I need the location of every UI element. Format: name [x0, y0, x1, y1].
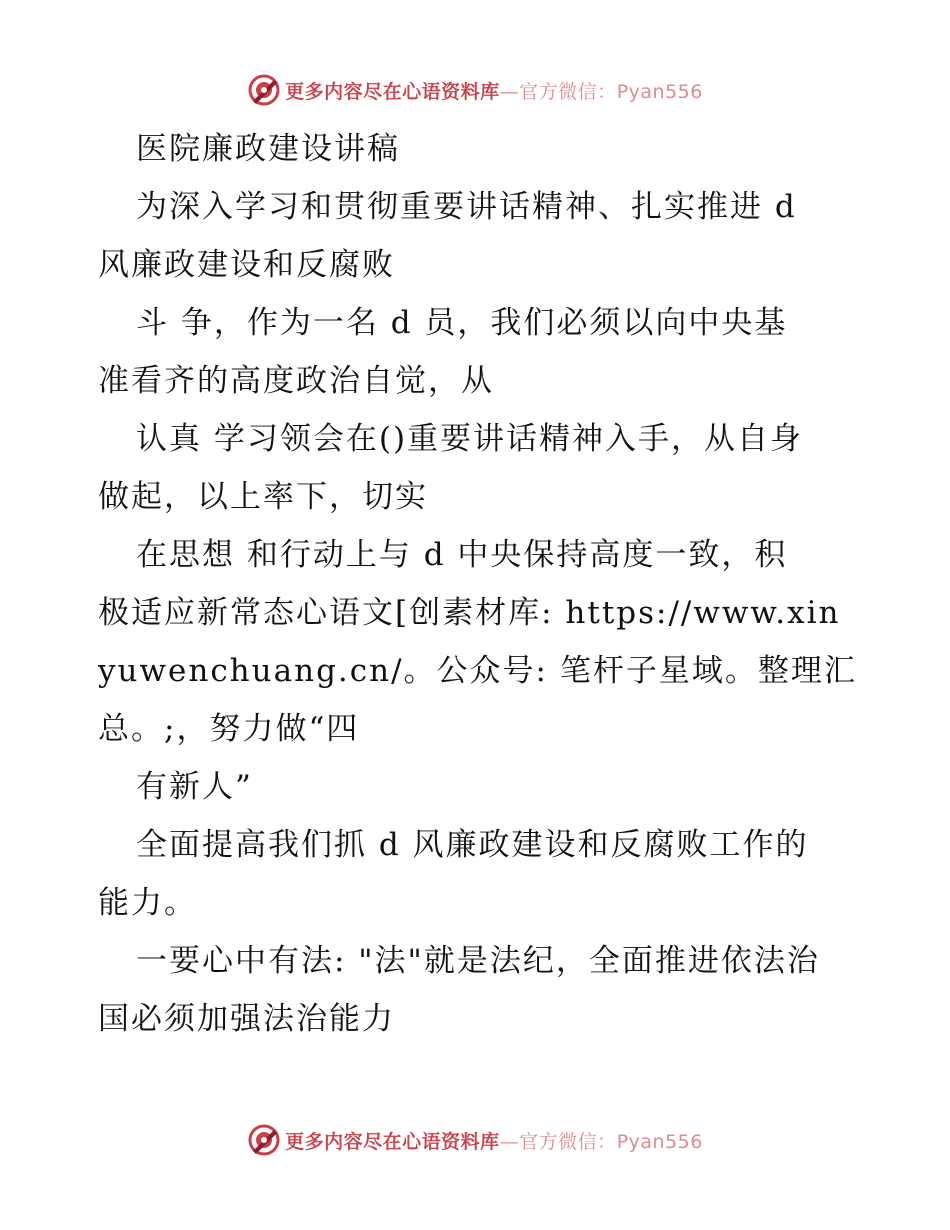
- paragraph-line: 国必须加强法治能力: [98, 1001, 395, 1037]
- banner-wechat-id: Pyan556: [616, 1130, 703, 1153]
- paragraph-line: 风廉政建设和反腐败: [98, 247, 395, 283]
- paragraph-line: 一要心中有法: "法"就是法纪，全面推进依法治: [136, 943, 820, 979]
- header-watermark-banner: [0, 70, 950, 110]
- paragraph-line: 总。;，努力做“四: [98, 711, 360, 747]
- paragraph-line: 斗 争，作为一名 d 员，我们必须以向中央基: [136, 305, 788, 341]
- banner-wechat-label: —官方微信：: [499, 1130, 617, 1153]
- document-title: 医院廉政建设讲稿: [136, 131, 400, 167]
- paragraph-line: 全面提高我们抓 d 风廉政建设和反腐败工作的: [136, 827, 809, 863]
- banner-library-name: 更多内容尽在心语资料库: [285, 80, 500, 103]
- paragraph-line: yuwenchuang.cn/。公众号: 笔杆子星域。整理汇: [98, 653, 857, 689]
- paragraph-line: 有新人”: [136, 769, 253, 805]
- paragraph-line: 在思想 和行动上与 d 中央保持高度一致，积: [136, 537, 788, 573]
- banner-library-name: 更多内容尽在心语资料库: [285, 1130, 500, 1153]
- banner-text: [285, 1127, 703, 1154]
- paragraph-line: 能力。: [98, 885, 197, 921]
- footer-watermark-banner: [0, 1120, 950, 1160]
- banner-wechat-label: —官方微信：: [499, 80, 617, 103]
- paragraph-line: 认真 学习领会在()重要讲话精神入手，从自身: [136, 421, 804, 457]
- paragraph-line: 做起，以上率下，切实: [98, 479, 428, 515]
- pen-logo-icon: [247, 73, 281, 107]
- pen-logo-icon: [247, 1123, 281, 1157]
- document-body: [98, 120, 868, 1048]
- banner-wechat-id: Pyan556: [616, 80, 703, 103]
- paragraph-line: 极适应新常态心语文[创素材库: https://www.xin: [98, 595, 841, 631]
- paragraph-line: 准看齐的高度政治自觉，从: [98, 363, 494, 399]
- banner-text: [285, 77, 703, 104]
- paragraph-line: 为深入学习和贯彻重要讲话精神、扎实推进 d: [136, 189, 797, 225]
